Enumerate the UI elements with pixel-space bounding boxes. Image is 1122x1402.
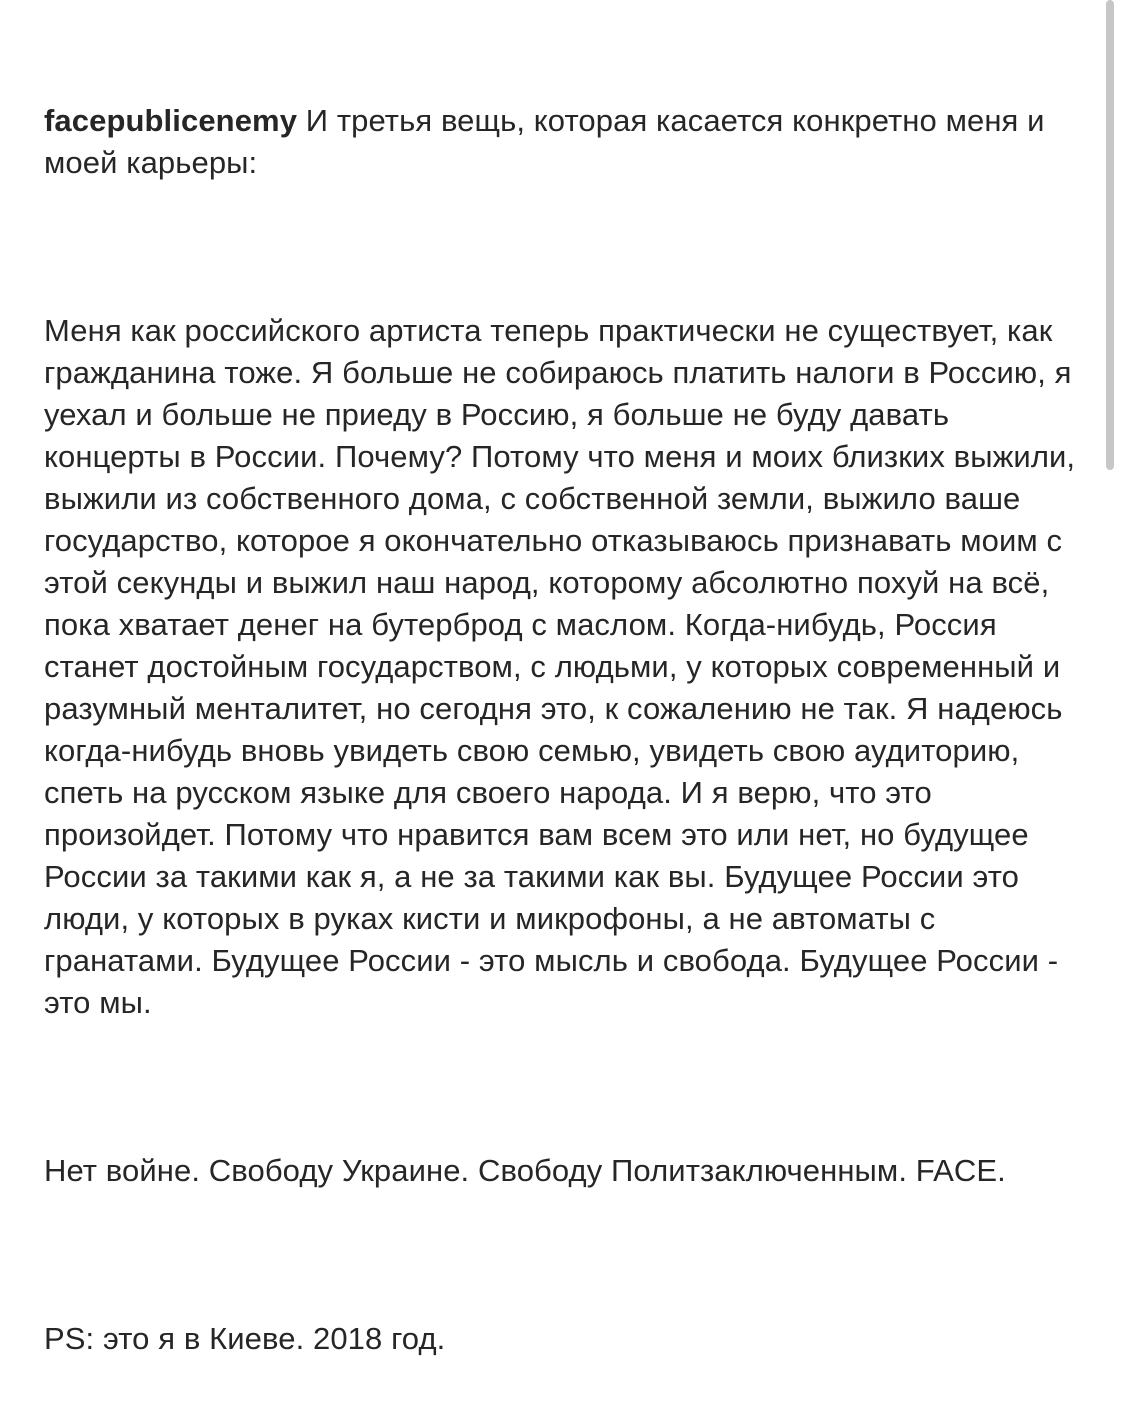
caption-paragraph-slogans: Нет войне. Свободу Украине. Свободу Политзаключенным. FACE. (44, 1153, 1006, 1188)
post-caption (44, 16, 1094, 1402)
caption-paragraph-main: Меня как российского артиста теперь практически не существует, как гражданина тоже. Я больше не собираюсь платить налоги в Россию, я уехал и больше не приеду в Россию, я больше не буду давать концерты в России. Почему? Потому что меня и моих близких выжили, выжили из собственного дома, с собственной земли, выжило ваше государство, которое я окончательно отказываюсь признавать моим с этой секунды и выжил наш народ, которому абсолютно похуй на всё, пока хватает денег на бутерброд с маслом. Когда-нибудь, Россия станет достойным государством, с людьми, у которых современный и разумный менталитет, но сегодня это, к сожалению не так. Я надеюсь когда-нибудь вновь увидеть свою семью, увидеть свою аудиторию, спеть на русском языке для своего народа. И я верю, что это произойдет. Потому что нравится вам всем это или нет, но будущее России за такими как я, а не за такими как вы. Будущее России это люди, у которых в руках кисти и микрофоны, а не автоматы с гранатами. Будущее России - это мысль и свобода. Будущее России - это мы. (44, 313, 1084, 1020)
intro-text: И третья вещь, которая касается конкретно меня и моей карьеры: (44, 103, 1054, 180)
username-link[interactable]: facepublicenemy (44, 103, 298, 138)
scrollbar-thumb[interactable] (1106, 0, 1114, 470)
scrollbar[interactable] (1106, 0, 1114, 1280)
caption-paragraph-ps: PS: это я в Киеве. 2018 год. (44, 1321, 446, 1356)
caption-intro (44, 100, 1094, 184)
